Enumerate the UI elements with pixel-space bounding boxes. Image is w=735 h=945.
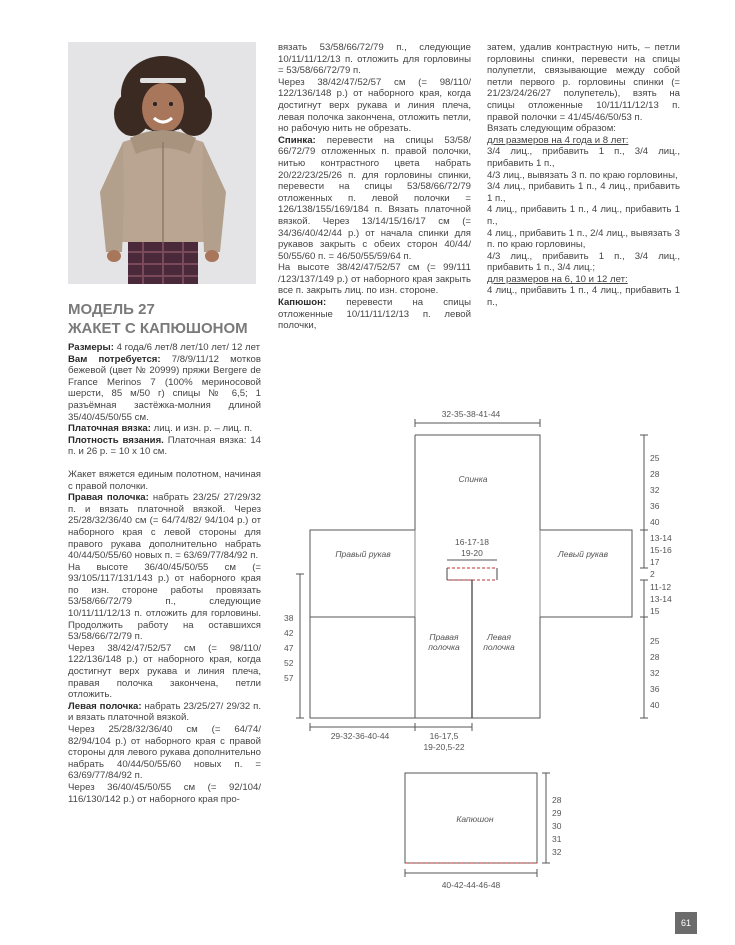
hood-dim-value: 31 bbox=[552, 834, 562, 844]
sleeve-dim-value: 13-14 bbox=[650, 533, 672, 543]
size-group-1-label: для размеров на 4 года и 8 лет: bbox=[487, 134, 629, 146]
model-number: МОДЕЛЬ 27 bbox=[68, 301, 155, 318]
height-dim-value: 42 bbox=[284, 628, 294, 638]
hood-dim-value: 32 bbox=[552, 847, 562, 857]
pattern-line: 4 лиц., прибавить 1 п., 4 лиц., прибавить 1 п., bbox=[487, 285, 680, 309]
back-paragraph-2: На высоте 38/42/47/52/57 см (= 99/111 /123/137/149 р.) от наборного края закрыть все п. закрыть лиц. по изн. стороне. bbox=[278, 262, 471, 297]
pattern-line: 4 лиц., прибавить 1 п., 2/4 лиц., вывязать 3 п. по краю горловины, bbox=[487, 227, 680, 251]
hood-piece-label: Капюшон bbox=[456, 814, 494, 824]
right-front-label: Правая полочка: bbox=[68, 492, 149, 504]
left-front-label-line-1: Левая bbox=[486, 632, 512, 642]
bottom-mid-dim-label-1: 16-17,5 bbox=[429, 731, 459, 741]
height-dim-value: 52 bbox=[284, 658, 294, 668]
front-dim-value: 36 bbox=[650, 684, 660, 694]
pattern-line: 4/3 лиц., вывязать 3 п. по краю горловины, bbox=[487, 169, 678, 181]
right-front-label-line-2: полочка bbox=[428, 642, 460, 652]
sleeve-dim-value: 17 bbox=[650, 557, 660, 567]
sleeve-dim-value: 15-16 bbox=[650, 545, 672, 555]
bottom-left-dim-label: 29-32-36-40-44 bbox=[330, 731, 390, 741]
right-front-paragraph-3: Через 38/42/47/52/57 см (= 98/110/ 122/136/148 р.) от наборного края, когда достигнут верх рукава и линия плеча, правая полочка закончена, петли отложить. bbox=[68, 642, 261, 701]
hood-text: перевести на спицы отложенные 10/11/11/12/13 п. левой полочки, bbox=[278, 297, 471, 332]
height-dim-value: 57 bbox=[284, 673, 294, 683]
pattern-line: 4/3 лиц., прибавить 1 п., 3/4 лиц., прибавить 1 п., 3/4 лиц.; bbox=[487, 250, 680, 274]
back-label: Спинка: bbox=[278, 134, 316, 146]
top-width-label: 32-35-38-41-44 bbox=[441, 409, 501, 419]
hood-label: Капюшон: bbox=[278, 297, 327, 309]
front-dim-value: 28 bbox=[650, 652, 660, 662]
sleeve-dim-value: 13-14 bbox=[650, 594, 672, 604]
right-front-paragraph-2: На высоте 36/40/45/50/55 см (= 93/105/117/131/143 р.) от наборного края по изн. стороне работы провязать 53/58/66/72/79 п., следующие 10/11/11/12/13 п. отложить для горловины. Продолжить работу на оставшихся 53/58/66/72/79 п. bbox=[68, 561, 261, 643]
right-dim-value: 32 bbox=[650, 485, 660, 495]
pattern-line: 3/4 лиц., прибавить 1 п., 4 лиц., прибавить 1 п., bbox=[487, 181, 680, 204]
hood-dim-value: 29 bbox=[552, 808, 562, 818]
col2-paragraph-2: Через 38/42/47/52/57 см (= 98/110/ 122/136/148 р.) от наборного края, когда достигнут верх рукава и линия плеча, левая полочка закончена, отложить петли, но рабочую нить не обрезать. bbox=[278, 76, 471, 135]
neck-height-value: 2 bbox=[650, 569, 655, 579]
left-front-label-line-2: полочка bbox=[483, 642, 515, 652]
front-dim-value: 32 bbox=[650, 668, 660, 678]
right-dim-value: 40 bbox=[650, 517, 660, 527]
col3-paragraph-2: Вязать следующим образом: bbox=[487, 123, 616, 135]
pattern-line: 4 лиц., прибавить 1 п., 4 лиц., прибавить 1 п., bbox=[487, 204, 680, 227]
size-group-2-label: для размеров на 6, 10 и 12 лет: bbox=[487, 273, 628, 285]
page-number: 61 bbox=[675, 912, 697, 934]
garment-name: ЖАКЕТ С КАПЮШОНОМ bbox=[68, 320, 248, 337]
right-dim-value: 36 bbox=[650, 501, 660, 511]
sleeve-dim-value: 11-12 bbox=[650, 582, 672, 592]
right-sleeve-label: Правый рукав bbox=[335, 549, 391, 559]
col3-paragraph-1: затем, удалив контрастную нить, – петли горловины спинки, перевести на спицы полупетли, связывающие между собой петли первого р. горловины спинки (= 21/23/24/26/27 полупетель), взять на спицы отложенные 10/11/11/12/13 п. правой полочки = 41/45/46/50/53 п. bbox=[487, 42, 680, 123]
bottom-mid-dim-label-2: 19-20,5-22 bbox=[423, 742, 465, 752]
col2-paragraph-1: вязать 53/58/66/72/79 п., следующие 10/11/11/12/13 п. отложить для горловины = 53/58/66/72/79 п. bbox=[278, 42, 471, 77]
right-dim-value: 28 bbox=[650, 469, 660, 479]
back-text: перевести на спицы 53/58/ 66/72/79 отложенных п. правой полочки, нитью контрастного цвета набрать 20/22/23/25/26 п. для горловины спинки, перевести на спицы 53/58/66/72/79 отложенных п. левой полочки = 126/138/155/169/184 п. Вязать платочной вязкой. Через 13/14/15/16/17 см (= 34/36/40/42/44 р.) от начала спинки для рукавов закрыть с обеих сторон 40/44/ 50/55/60 п. = 46/50/55/59/64 п. bbox=[278, 134, 471, 262]
stitch-text: лиц. и изн. р. – лиц. п. bbox=[150, 423, 253, 435]
right-front-label-line-1: Правая bbox=[429, 632, 459, 642]
left-sleeve-label: Левый рукав bbox=[557, 549, 609, 559]
front-dim-value: 25 bbox=[650, 636, 660, 646]
neck-width-label-1: 16-17-18 bbox=[454, 537, 490, 547]
materials-text: 7/8/9/11/12 мотков бежевой (цвет № 20999) пряжи Bergere de France Merinos 7 (100% мериносовой шерсти, 85 м/50 г) спицы № 6,5; 1 разъёмная застёжка-молния длиной 35/40/45/50/55 см. bbox=[68, 353, 261, 423]
hood-width-label: 40-42-44-46-48 bbox=[441, 880, 501, 890]
left-front-label: Левая полочка: bbox=[68, 700, 142, 712]
left-front-paragraph-2: Через 25/28/32/36/40 см (= 64/74/ 82/94/104 р.) от наборного края с правой стороны для левого рукава дополнительно набрать 40/44/50/55/60 новых п. = 63/69/77/84/92 п. bbox=[68, 724, 261, 782]
gauge-label: Плотность вязания. bbox=[68, 434, 164, 446]
front-dim-value: 40 bbox=[650, 700, 660, 710]
back-piece-label: Спинка bbox=[458, 474, 488, 484]
height-dim-value: 38 bbox=[284, 613, 294, 623]
sleeve-dim-value: 15 bbox=[650, 606, 660, 616]
neck-width-label-2: 19-20 bbox=[461, 548, 483, 558]
gauge-text: Платочная вязка: 14 п. и 26 р. = 10 х 10 см. bbox=[68, 434, 261, 458]
stitch-label: Платочная вязка: bbox=[68, 423, 151, 435]
sizes-label: Размеры: bbox=[68, 342, 114, 353]
left-front-text: набрать 23/25/27/ 29/32 п. и вязать платочной вязкой. bbox=[68, 700, 261, 724]
sizes-text: 4 года/6 лет/8 лет/10 лет/ 12 лет bbox=[113, 342, 260, 353]
hood-dim-value: 30 bbox=[552, 821, 562, 831]
right-dim-value: 25 bbox=[650, 453, 660, 463]
right-front-text: набрать 23/25/ 27/29/32 п. и вязать платочной вязкой. Через 25/28/32/36/40 см (= 64/74/82/ 94/104 р.) от наборного края с левой стороны для правого рукава дополнительно набрать 40/44/50/55/60 новых п. = 63/69/77/84/92 п. bbox=[68, 492, 261, 562]
height-dim-value: 47 bbox=[284, 643, 294, 653]
intro-paragraph: Жакет вяжется единым полотном, начиная с правой полочки. bbox=[68, 468, 261, 492]
hood-dim-value: 28 bbox=[552, 795, 562, 805]
left-front-paragraph-3: Через 36/40/45/50/55 см (= 92/104/ 116/130/142 р.) от наборного края про- bbox=[68, 781, 261, 805]
pattern-line: 3/4 лиц., прибавить 1 п., 3/4 лиц., прибавить 1 п., bbox=[487, 146, 680, 169]
materials-label: Вам потребуется: bbox=[68, 353, 161, 365]
